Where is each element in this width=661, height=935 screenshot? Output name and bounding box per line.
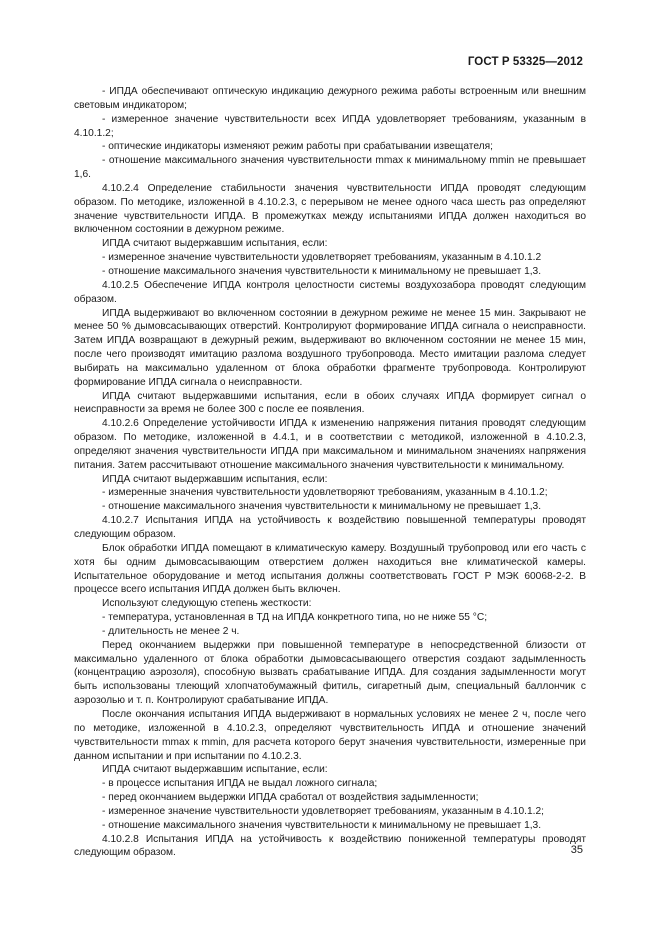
paragraph: ИПДА считают выдержавшими испытания, если в обоих случаях ИПДА формирует сигнал о неисправности за время не более 300 с после ее появления.	[74, 390, 586, 416]
paragraph: - отношение максимального значения чувствительности к минимальному не превышает 1,3.	[102, 265, 542, 277]
paragraph: - отношение максимального значения чувствительности к минимальному не превышает 1,3.	[102, 819, 542, 831]
page-number: 35	[570, 844, 583, 856]
paragraph: - отношение максимального значения чувствительности к минимальному не превышает 1,3.	[102, 501, 542, 513]
paragraph: После окончания испытания ИПДА выдерживают в нормальных условиях не менее 2 ч, после чего по методике, изложенной в 4.10.2.3, определяют чувствительность ИПДА и отношение значений чувствительности mmax к mmin, для расчета которого берут значения чувствительности, измеренные при данном испытании и при испытании по 4.10.2.3.	[74, 708, 586, 762]
paragraph: 4.10.2.6 Определение устойчивости ИПДА к изменению напряжения питания проводят следующим образом. По методике, изложенной в 4.4.1, и в соответствии с методикой, изложенной в 4.10.2.3, определяют значения чувствительности ИПДА при максимальном и минимальном значениях напряжения питания. Затем рассчитывают отношение максимального значения чувствительности к минимальному.	[74, 418, 586, 471]
paragraph: - измеренное значение чувствительности всех ИПДА удовлетворяет требованиям, указанным в 4.10.1.2;	[74, 113, 586, 139]
paragraph: ИПДА считают выдержавшим испытания, если:	[102, 473, 328, 485]
paragraph: 4.10.2.8 Испытания ИПДА на устойчивость к воздействию пониженной температуры проводят следующим образом.	[74, 833, 586, 859]
paragraph: - в процессе испытания ИПДА не выдал ложного сигнала;	[102, 778, 378, 790]
paragraph: - перед окончанием выдержки ИПДА сработал от воздействия задымленности;	[102, 792, 479, 804]
standard-designation: ГОСТ Р 53325—2012	[467, 56, 583, 68]
paragraph: ИПДА считают выдержавшим испытание, если:	[102, 764, 328, 776]
paragraph: - ИПДА обеспечивают оптическую индикацию дежурного режима работы встроенным или внешним световым индикатором;	[74, 86, 586, 111]
paragraph: Перед окончанием выдержки при повышенной температуре в непосредственной близости от максимально удаленного от блока обработки дымовсасывающего отверстия создают задымленность (концентрацию аэрозоля), способную вызвать срабатывание ИПДА. Для создания задымленности могут быть использованы тлеющий хлопчатобумажный фитиль, сигаретный дым, специальный баллончик с аэрозолью и т. п. Контролируют срабатывание ИПДА.	[74, 639, 586, 707]
paragraph: Блок обработки ИПДА помещают в климатическую камеру. Воздушный трубопровод или его часть с хотя бы одним дымовсасывающим отверстием должен находиться вне климатической камеры. Испытательное оборудование и метод испытания должны соответствовать ГОСТ Р МЭК 60068-2-2. В процессе всего испытания ИПДА должен быть включен.	[74, 542, 586, 596]
paragraph: - температура, установленная в ТД на ИПДА конкретного типа, но не ниже 55 °С;	[102, 612, 488, 624]
paragraph: - измеренные значения чувствительности удовлетворяют требованиям, указанным в 4.10.1.2;	[102, 487, 548, 499]
paragraph: - оптические индикаторы изменяют режим работы при срабатывании извещателя;	[102, 141, 493, 153]
paragraph: - измеренное значение чувствительности удовлетворяет требованиям, указанным в 4.10.1.2;	[102, 805, 544, 817]
paragraph: - отношение максимального значения чувствительности mmax к минимальному mmin не превышает 1,6.	[74, 155, 586, 181]
paragraph: 4.10.2.7 Испытания ИПДА на устойчивость к воздействию повышенной температуры проводят следующим образом.	[74, 515, 586, 540]
paragraph: ИПДА считают выдержавшим испытания, если:	[102, 238, 328, 250]
paragraph: Используют следующую степень жесткости:	[102, 598, 312, 610]
paragraph: 4.10.2.4 Определение стабильности значения чувствительности ИПДА проводят следующим образом. По методике, изложенной в 4.10.2.3, с перерывом не менее одного часа шесть раз определяют значение чувствительности ИПДА. В промежутках между испытаниями ИПДА должен находиться во включенном состоянии в дежурном режиме.	[74, 182, 586, 236]
body-text	[74, 85, 586, 860]
paragraph: - измеренное значение чувствительности удовлетворяет требованиям, указанным в 4.10.1.2	[102, 252, 542, 264]
paragraph: 4.10.2.5 Обеспечение ИПДА контроля целостности системы воздухозабора проводят следующим образом.	[74, 279, 586, 305]
paragraph: ИПДА выдерживают во включенном состоянии в дежурном режиме не менее 15 мин. Закрывают не менее 50 % дымовсасывающих отверстий. Контролируют формирование ИПДА сигнала о неисправности. Затем ИПДА возвращают в дежурный режим, выдерживают во включенном состоянии не менее 15 мин, после чего производят имитацию разлома воздушного трубопровода. Место имитации разлома следует выбирать на максимально удаленном от блока обработки фрагменте трубопровода. Контролируют формирование ИПДА сигнала о неисправности.	[74, 307, 586, 388]
paragraph: - длительность не менее 2 ч.	[102, 625, 240, 637]
